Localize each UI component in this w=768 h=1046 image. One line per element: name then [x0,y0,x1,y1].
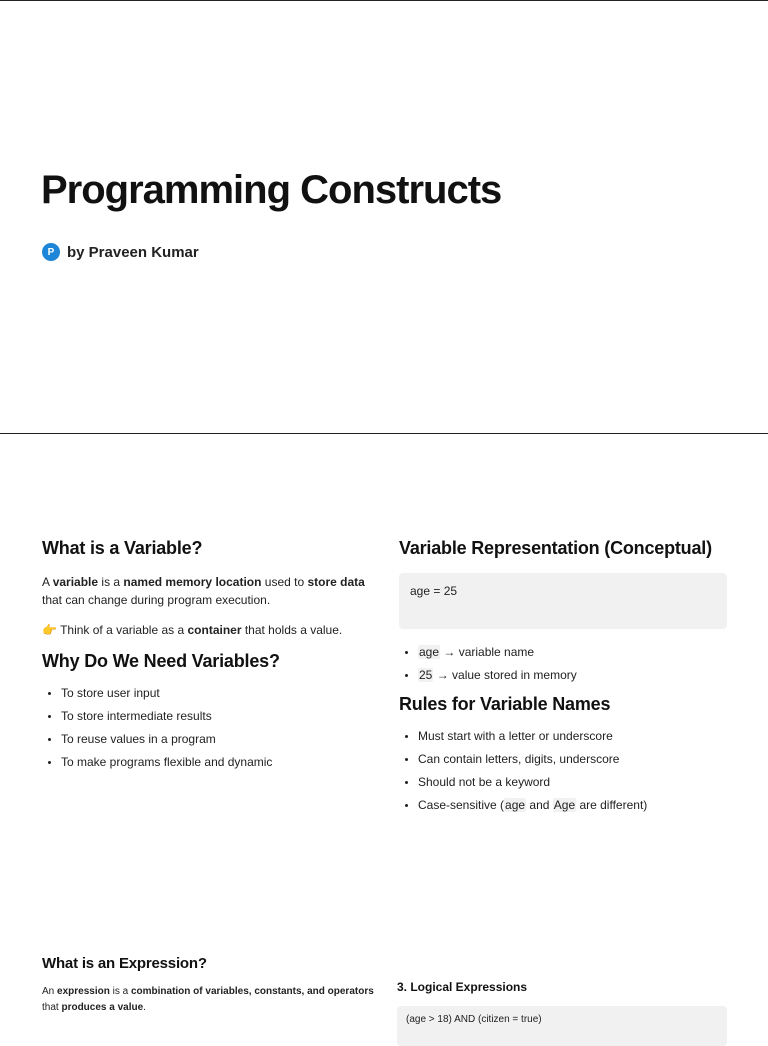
list-item: • Case-sensitive (age and Age are different) [418,796,729,814]
avatar: P [42,243,60,261]
left-column [42,538,372,776]
expression-section [42,955,377,1016]
top-divider [0,0,768,1]
variable-definition: A variable is a named memory location used to store data that can change during program execution. [42,575,365,607]
list-item: • To store intermediate results [61,707,372,725]
inline-code: Age [553,798,576,812]
list-item: • Can contain letters, digits, underscore [418,750,729,768]
logical-heading: 3. Logical Expressions [397,980,528,994]
code-block: (age > 18) AND (citizen = true) [397,1006,727,1046]
pointing-hand-icon: 👉 [42,623,57,637]
inline-code: age [505,798,526,812]
variable-tip: 👉 Think of a variable as a container that holds a value. [42,623,343,637]
inline-code: age [419,645,440,659]
author-byline [42,243,199,261]
variable-heading: What is a Variable? [42,538,203,558]
list-item: • To store user input [61,684,372,702]
right-column [399,538,729,819]
page-title: Programming Constructs [41,168,502,212]
inline-code: 25 [419,668,433,682]
need-heading: Why Do We Need Variables? [42,651,280,671]
expression-definition: An expression is a combination of variables, constants, and operators that produces a value. [42,986,374,1013]
list-item: • age → variable name [418,643,729,661]
list-item: • To reuse values in a program [61,730,372,748]
list-item: • Should not be a keyword [418,773,729,791]
rules-heading: Rules for Variable Names [399,694,611,714]
need-list [42,684,372,771]
logical-section [397,980,727,1046]
representation-list [399,643,729,684]
code-block: age = 25 [399,573,727,629]
author-name: by Praveen Kumar [67,243,199,261]
list-item: • Must start with a letter or underscore [418,727,729,745]
rules-list [399,727,729,814]
section-divider [0,433,768,434]
representation-heading: Variable Representation (Conceptual) [399,538,712,558]
expression-heading: What is an Expression? [42,955,207,972]
list-item: • To make programs flexible and dynamic [61,753,372,771]
list-item: • 25 → value stored in memory [418,666,729,684]
